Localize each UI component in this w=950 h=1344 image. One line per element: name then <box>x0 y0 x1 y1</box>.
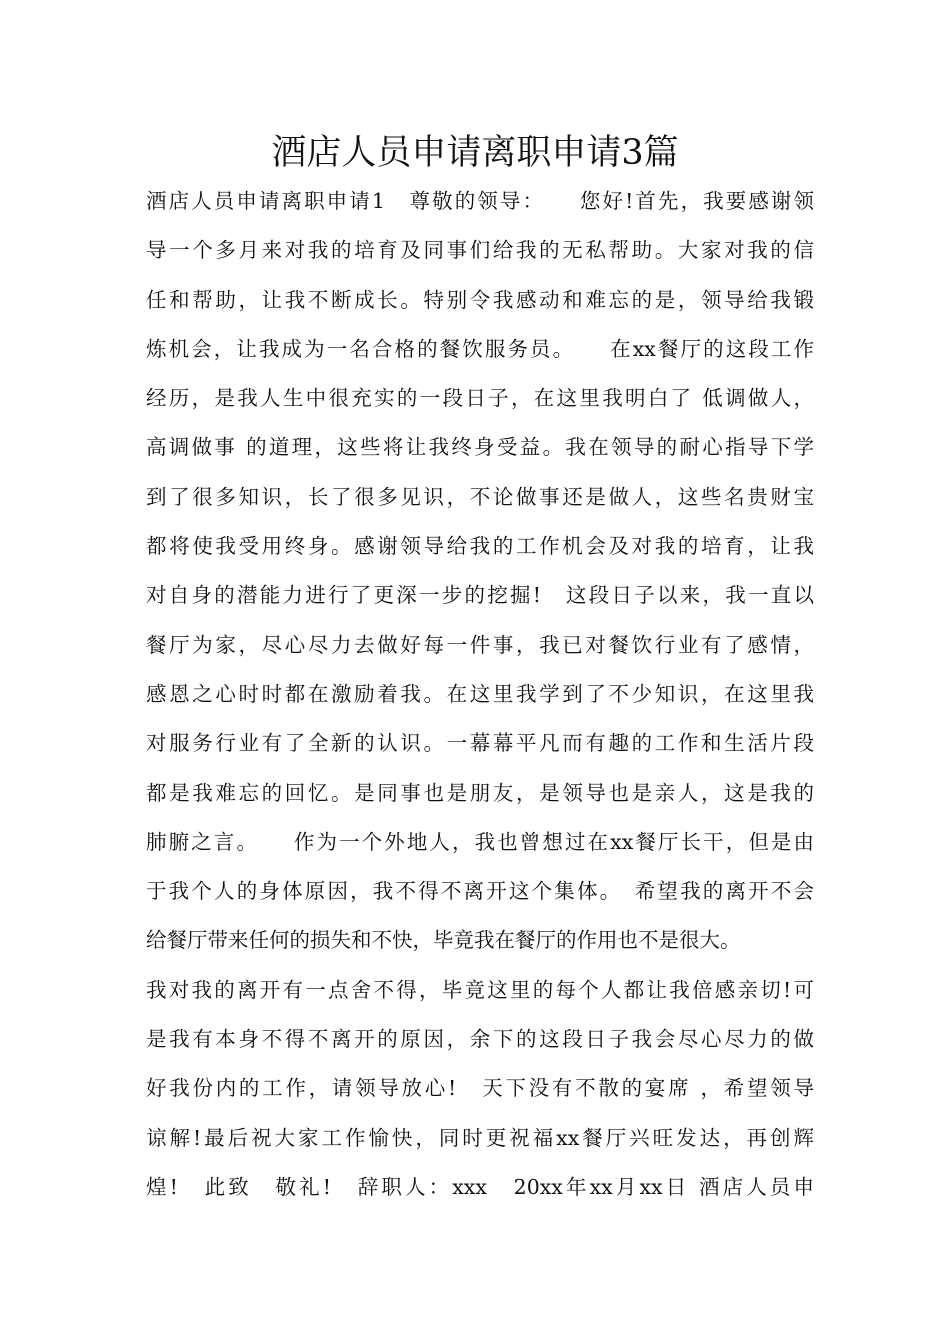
body-line: 任和帮助，让我不断成长。特别令我感动和难忘的是，领导给我锻 <box>146 287 814 312</box>
body-line: 感恩之心时时都在激励着我。在这里我学到了不少知识，在这里我 <box>146 681 814 706</box>
document-title: 酒店人员申请离职申请3篇 <box>271 133 679 173</box>
body-line: 肺腑之言。 作为一个外地人，我也曾想过在xx餐厅长干，但是由 <box>146 829 814 854</box>
body-line: 于我个人的身体原因，我不得不离开这个集体。 希望我的离开不会 <box>146 879 814 904</box>
body-line: 都将使我受用终身。感谢领导给我的工作机会及对我的培育，让我 <box>146 534 814 559</box>
body-line: 都是我难忘的回忆。是同事也是朋友，是领导也是亲人，这是我的 <box>146 780 814 805</box>
body-line: 好我份内的工作，请领导放心! 天下没有不散的宴席 ，希望领导 <box>146 1076 814 1101</box>
body-line: 经历，是我人生中很充实的一段日子，在这里我明白了 低调做人， <box>146 386 814 411</box>
body-line: 高调做事 的道理，这些将让我终身受益。我在领导的耐心指导下学 <box>146 435 814 460</box>
body-line: 炼机会，让我成为一名合格的餐饮服务员。 在xx餐厅的这段工作 <box>146 336 814 361</box>
document-body <box>146 180 814 1215</box>
body-line: 是我有本身不得不离开的原因，余下的这段日子我会尽心尽力的做 <box>146 1027 814 1052</box>
body-line: 对自身的潜能力进行了更深一步的挖掘! 这段日子以来，我一直以 <box>146 583 814 608</box>
body-line: 餐厅为家，尽心尽力去做好每一件事，我已对餐饮行业有了感情， <box>146 632 814 657</box>
body-line: 导一个多月来对我的培育及同事们给我的无私帮助。大家对我的信 <box>146 238 814 263</box>
body-line: 到了很多知识，长了很多见识，不论做事还是做人，这些名贵财宝 <box>146 484 814 509</box>
body-line: 煌! 此致 敬礼! 辞职人：xxx 20xx年xx月xx日 酒店人员申 <box>146 1174 814 1199</box>
body-line: 我对我的离开有一点舍不得，毕竟这里的每个人都让我倍感亲切!可 <box>146 977 814 1002</box>
body-line: 酒店人员申请离职申请1 尊敬的领导： 您好!首先，我要感谢领 <box>146 189 814 213</box>
body-line: 谅解!最后祝大家工作愉快，同时更祝福xx餐厅兴旺发达，再创辉 <box>146 1125 814 1150</box>
body-line: 给餐厅带来任何的损失和不快，毕竟我在餐厅的作用也不是很大。 <box>146 928 741 953</box>
body-line: 对服务行业有了全新的认识。一幕幕平凡而有趣的工作和生活片段 <box>146 731 814 756</box>
